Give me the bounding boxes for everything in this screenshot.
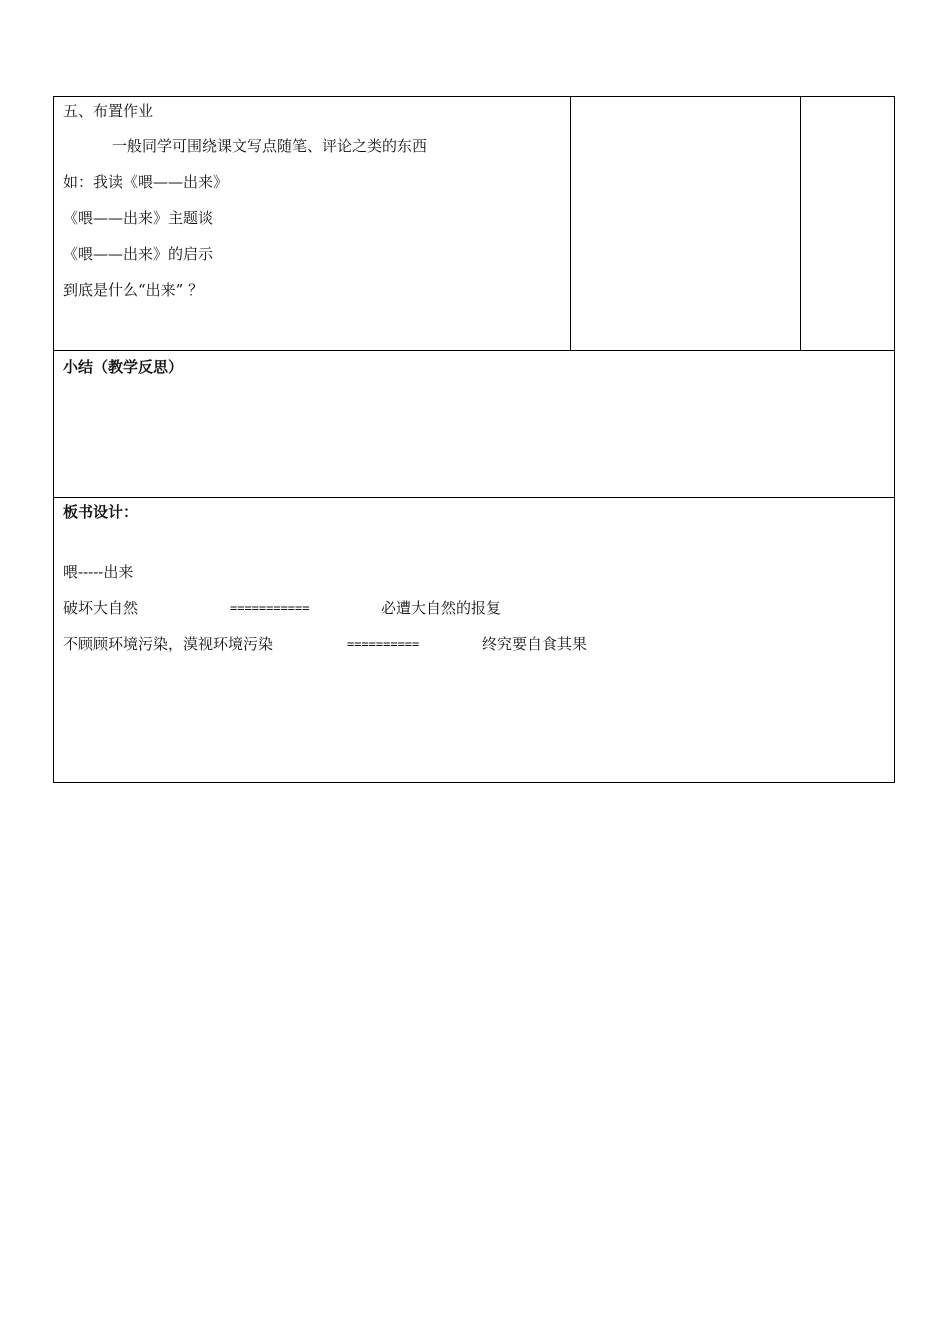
board-title: 喂-----出来 <box>63 563 134 581</box>
homework-line-2: 《喂——出来》主题谈 <box>63 209 214 227</box>
board-row1-arrow: =========== <box>230 601 310 615</box>
board-row2-left: 不顾顾环境污染，漠视环境污染 <box>63 635 274 653</box>
homework-line-1: 如：我读《喂——出来》 <box>63 173 229 191</box>
board-row1-left: 破坏大自然 <box>63 599 139 617</box>
homework-intro: 一般同学可围绕课文写点随笔、评论之类的东西 <box>112 137 428 155</box>
notes-cell <box>801 97 894 350</box>
board-row2-right: 终究要自食其果 <box>482 635 588 653</box>
homework-cell <box>54 97 571 350</box>
summary-row <box>54 351 894 498</box>
board-row1-right: 必遭大自然的报复 <box>381 599 502 617</box>
homework-line-4: 到底是什么“出来” ？ <box>63 281 204 299</box>
board-design-row <box>54 498 894 782</box>
summary-heading: 小结（教学反思） <box>63 358 184 376</box>
homework-heading: 五、布置作业 <box>63 102 154 120</box>
board-row2-arrow: ========== <box>347 637 420 651</box>
board-heading: 板书设计： <box>63 503 139 521</box>
lesson-plan-table <box>53 96 895 783</box>
teacher-activity-cell <box>571 97 801 350</box>
homework-line-3: 《喂——出来》的启示 <box>63 245 214 263</box>
homework-row <box>54 97 894 351</box>
